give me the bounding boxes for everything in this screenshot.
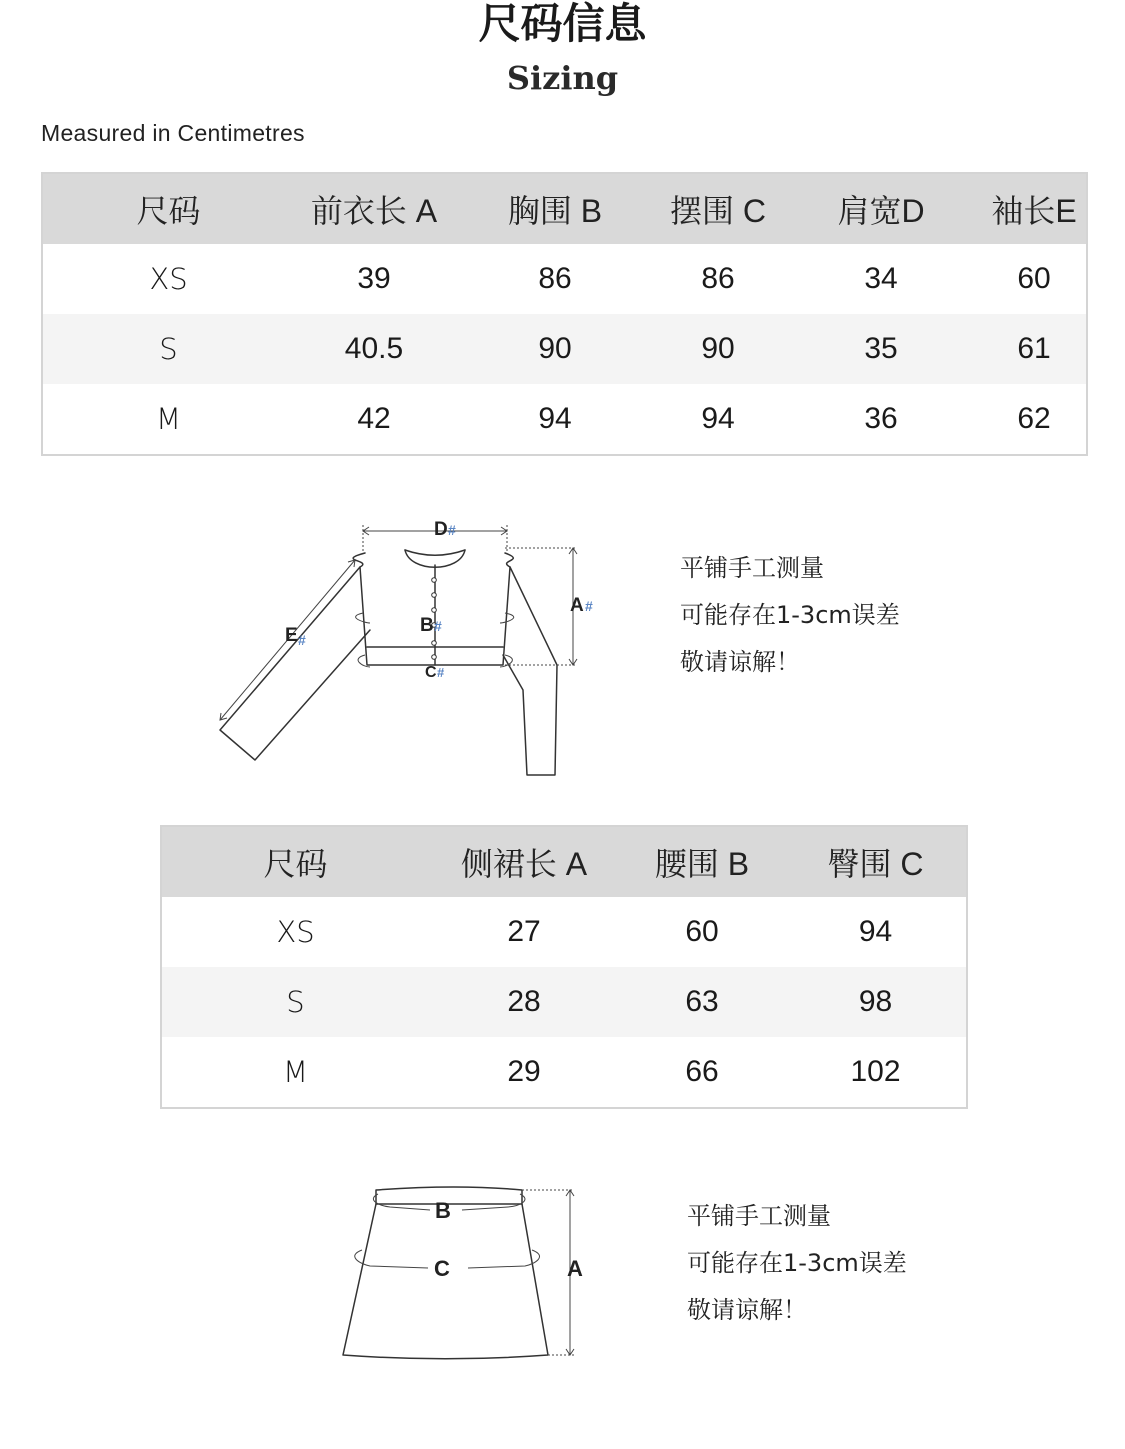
cell-size: S bbox=[42, 314, 294, 384]
cell-value: 36 bbox=[780, 384, 982, 455]
cell-value: 60 bbox=[619, 897, 785, 967]
header-side-length: 侧裙长 A bbox=[429, 826, 619, 897]
label-a-hash: # bbox=[585, 598, 593, 614]
table-row bbox=[42, 244, 1087, 314]
cell-size: XS bbox=[42, 244, 294, 314]
table-header-row bbox=[161, 826, 967, 897]
note-line: 敬请谅解！ bbox=[680, 648, 800, 676]
measurement-note-top bbox=[680, 545, 900, 686]
cell-value: 40.5 bbox=[294, 314, 454, 384]
cell-value: 94 bbox=[785, 897, 967, 967]
label-a: A bbox=[570, 595, 584, 616]
cell-value: 62 bbox=[982, 384, 1087, 455]
note-line: 平铺手工测量 bbox=[680, 554, 824, 582]
note-line: 可能存在1-3cm误差 bbox=[687, 1249, 907, 1277]
cell-value: 63 bbox=[619, 967, 785, 1037]
cell-value: 94 bbox=[454, 384, 656, 455]
measurement-note-bottom bbox=[687, 1193, 907, 1334]
cell-value: 94 bbox=[656, 384, 780, 455]
cell-value: 66 bbox=[619, 1037, 785, 1108]
label-b: B bbox=[435, 1198, 451, 1223]
cell-value: 61 bbox=[982, 314, 1087, 384]
skirt-measurement-diagram bbox=[330, 1180, 600, 1370]
cardigan-measurement-diagram bbox=[205, 505, 605, 790]
cell-size: M bbox=[42, 384, 294, 455]
note-line: 平铺手工测量 bbox=[687, 1202, 831, 1230]
page-title-en: Sizing bbox=[506, 59, 619, 97]
label-c: C bbox=[434, 1256, 450, 1281]
header-hem: 摆围 C bbox=[656, 173, 780, 244]
table-header-row bbox=[42, 173, 1087, 244]
header-sleeve: 袖长E bbox=[982, 173, 1087, 244]
header-shoulder: 肩宽D bbox=[780, 173, 982, 244]
header-bust: 胸围 B bbox=[454, 173, 656, 244]
cell-value: 42 bbox=[294, 384, 454, 455]
cell-value: 27 bbox=[429, 897, 619, 967]
cell-value: 39 bbox=[294, 244, 454, 314]
label-c: C bbox=[425, 664, 437, 681]
label-e: E bbox=[285, 625, 298, 646]
note-line: 可能存在1-3cm误差 bbox=[680, 601, 900, 629]
cell-value: 34 bbox=[780, 244, 982, 314]
cell-value: 98 bbox=[785, 967, 967, 1037]
label-a: A bbox=[567, 1256, 583, 1281]
header-waist: 腰围 B bbox=[619, 826, 785, 897]
label-b: B bbox=[420, 615, 434, 636]
table-row bbox=[161, 967, 967, 1037]
bottom-size-table bbox=[160, 825, 968, 1109]
label-d: D bbox=[434, 519, 448, 540]
header-hip: 臀围 C bbox=[785, 826, 967, 897]
cell-value: 60 bbox=[982, 244, 1087, 314]
header-front-length: 前衣长 A bbox=[294, 173, 454, 244]
label-b-hash: # bbox=[434, 618, 442, 634]
label-d-hash: # bbox=[448, 522, 456, 538]
label-e-hash: # bbox=[298, 632, 306, 648]
cell-size: S bbox=[161, 967, 429, 1037]
header-size: 尺码 bbox=[42, 173, 294, 244]
note-line: 敬请谅解！ bbox=[687, 1296, 807, 1324]
table-row bbox=[161, 897, 967, 967]
cell-value: 35 bbox=[780, 314, 982, 384]
page-title-cn: 尺码信息 bbox=[478, 0, 647, 48]
top-size-table bbox=[41, 172, 1088, 456]
cell-value: 86 bbox=[454, 244, 656, 314]
cell-value: 86 bbox=[656, 244, 780, 314]
table-row bbox=[161, 1037, 967, 1108]
cell-value: 28 bbox=[429, 967, 619, 1037]
cell-value: 29 bbox=[429, 1037, 619, 1108]
cell-value: 90 bbox=[656, 314, 780, 384]
cell-value: 90 bbox=[454, 314, 656, 384]
cell-value: 102 bbox=[785, 1037, 967, 1108]
table-row bbox=[42, 384, 1087, 455]
header-size: 尺码 bbox=[161, 826, 429, 897]
table-row bbox=[42, 314, 1087, 384]
cell-size: XS bbox=[161, 897, 429, 967]
label-c-hash: # bbox=[437, 665, 445, 680]
units-caption: Measured in Centimetres bbox=[41, 120, 305, 146]
cell-size: M bbox=[161, 1037, 429, 1108]
